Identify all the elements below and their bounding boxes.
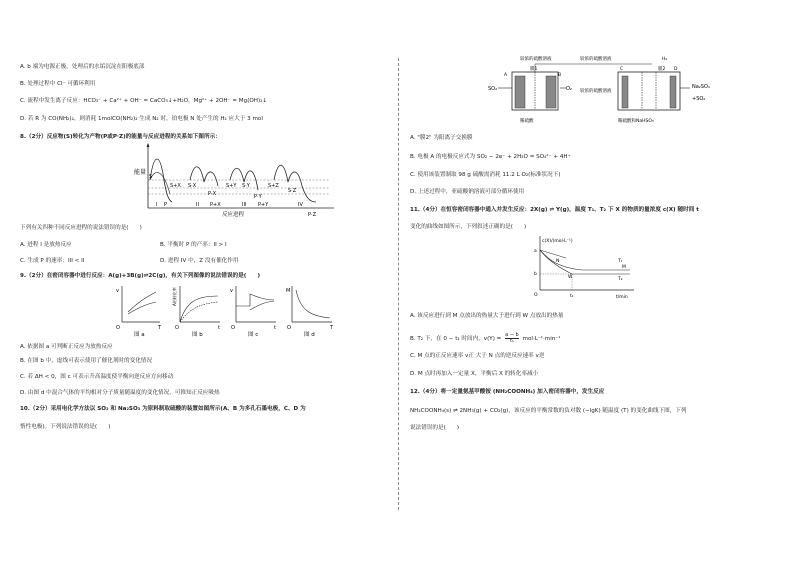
q10-na2so3-out: Na₂SO₃ [692, 84, 710, 90]
q9-fig-b-origin: O [175, 325, 179, 331]
q10-stem-line2: 惰性电极)。下列说法错误的是( ) [20, 424, 111, 430]
q8-stem: 8.（2分）反应物(S)转化为产物(P或P·Z)的能量与反应进程的关系如下图所示： [20, 134, 221, 140]
q10-label-d: D [674, 67, 678, 72]
q10-bottom-left-solution: 稀硫酸 [520, 119, 534, 124]
q9-caption-a: 图 a [134, 332, 145, 338]
q9-fig-a-ylabel: v [116, 288, 119, 294]
q10-label-c: C [620, 67, 624, 72]
q9-fig-d-ylabel: M [286, 288, 291, 294]
q10-label-a: A [504, 73, 508, 78]
q10-top-right-solution: 较浓的硫酸溶液 [580, 57, 612, 62]
q8-label-sy: S·Y [242, 183, 250, 189]
q10-so2-in: SO₂ [488, 86, 498, 92]
q9-option-b: B. 在图 b 中，虚线可表示使用了催化剂时的变化情况 [20, 358, 152, 364]
q8-energy-diagram [130, 142, 340, 218]
q12-stem-line3: 说法错误的是( ) [410, 425, 460, 431]
q9-fig-a [116, 286, 162, 338]
q8-roman-3: III [242, 202, 247, 208]
q9-option-a: A. 依据图 a 可判断正反应为放热反应 [20, 344, 113, 350]
q11-label-n: N [556, 259, 560, 264]
q11-option-b-prefix: B. T₂ 下，在 0 − t₁ 时间内，v(Y) = [410, 336, 502, 342]
q10-h2-out: H₂ [662, 57, 668, 62]
q10-o2-in: O₂ [566, 86, 572, 92]
left-column [0, 0, 396, 562]
q8-roman-2: II [196, 202, 199, 208]
q10-stem-line1: 10.（2分）采用电化学方法以 SO₂ 和 Na₂SO₃ 为原料制取硫酸的装置如图所示(A、B 为多孔石墨电极，C、D 为 [20, 406, 306, 412]
q8-label-s-z: S+Z [268, 183, 279, 189]
q10-apparatus-diagram [484, 52, 724, 128]
q11-label-m: M [622, 265, 626, 270]
q9-option-d: D. 由图 d 中混合气体的平均相对分子质量随温度的变化情况，可推知正反应吸热 [20, 390, 220, 396]
q9-fig-d-origin: O [287, 325, 291, 331]
right-column [402, 0, 794, 562]
q11-option-b [410, 333, 561, 344]
q9-fig-a-origin: O [116, 325, 120, 331]
q9-figures [110, 282, 340, 338]
column-divider [398, 58, 399, 510]
q8-option-c: C. 生成 P 的速率：III < II [20, 258, 85, 264]
q9-fig-d [286, 286, 334, 338]
q11-option-d: D. M 点时再加入一定量 X，平衡后 X 的转化率减小 [410, 371, 539, 377]
q10-label-m1: 膜1 [530, 67, 538, 72]
q11-origin: O [534, 293, 538, 298]
q12-stem-line1: 12.（4分）将一定量氨基甲酸铵 (NH₂COONH₄) 加入密闭容器中，发生反应 [410, 389, 605, 395]
q8-xlabel: 反应进程 [222, 212, 245, 218]
q8-ylabel: 能量 [134, 169, 147, 176]
q10-top-left-solution: 较浓的硫酸溶液 [520, 57, 552, 62]
q9-fig-b [171, 286, 220, 338]
q11-option-a: A. 该反应进行到 M 点放出的热量大于进行到 W 点放出的热量 [410, 313, 564, 319]
q11-option-c: C. M 点的正反应速率 v正 大于 N 点的逆反应速率 v逆 [410, 353, 545, 359]
q9-fig-c-xlabel: t [274, 325, 276, 331]
q11-option-b-fraction [505, 333, 519, 344]
q7-option-a: A. b 端为电源正极，处理后的水垢沉淀在阳极底部 [20, 64, 145, 70]
q11-label-a: a [534, 249, 537, 254]
q11-option-b-denominator: t₁ [509, 338, 514, 344]
q8-label-p-y: P+Y [258, 202, 269, 208]
q8-label-pz: P·Z [308, 212, 317, 218]
q9-fig-c-ylabel: v [230, 288, 233, 294]
q11-stem-line2: 变化的曲线如图所示，下列叙述正确的是( ) [410, 224, 527, 230]
q11-stem-line1: 11.（4分）在恒容密闭容器中通入并发生反应：2X(g) ⇌ Y(g)，温度 T₁、T₂ 下 X 的物质的量浓度 c(X) 随时间 t [410, 207, 699, 213]
q11-concentration-graph [526, 232, 642, 302]
q9-fig-d-xlabel: T [330, 325, 334, 331]
q8-label-px: P·X [208, 191, 217, 197]
q7-option-c: C. 流程中发生离子反应：HCO₃⁻ + Ca²⁺ + OH⁻ = CaCO₃↓+H₂O，Mg²⁺ + 2OH⁻ = Mg(OH)₂↓ [20, 98, 268, 104]
q8-roman-4: IV [298, 202, 303, 208]
q8-option-d: D. 进程 IV 中，Z 没有催化作用 [160, 258, 239, 264]
q10-label-m2: 膜2 [658, 67, 666, 72]
q11-label-w: W [568, 275, 573, 280]
q8-option-b: B. 平衡时 P 的产率：II > I [160, 242, 227, 248]
q10-so2-plus: +SO₂ [692, 96, 706, 102]
q8-label-py: P·Y [254, 194, 262, 200]
q11-xlabel: t/min [616, 295, 628, 300]
q8-label-p: P [164, 202, 168, 208]
q11-label-b: b [534, 272, 537, 277]
q8-label-s-x: S+X [170, 183, 181, 189]
q10-option-d: D. 上述过程中，亚硫酸钠溶液可部分循环使用 [410, 189, 525, 195]
q11-label-T1: T₁ [618, 259, 623, 264]
q11-option-b-numerator: a − b [505, 332, 519, 338]
q9-caption-d: 图 d [304, 332, 315, 338]
q9-option-c: C. 若 ΔH < 0，图 c 可表示升高温度使平衡向逆反应方向移动 [20, 374, 174, 380]
q7-option-b: B. 处理过程中 Cl⁻ 可循环利用 [20, 81, 96, 87]
q10-option-a: A. "膜2" 为阳离子交换膜 [410, 135, 473, 141]
q10-mid-right-solution: 较浓的硫酸溶液 [580, 89, 612, 94]
q10-option-b: B. 电极 A 的电极反应式为 SO₂ − 2e⁻ + 2H₂O = SO₄²⁻ + 4H⁺ [410, 154, 571, 160]
q8-option-a: A. 进程 I 是放热反应 [20, 242, 72, 248]
q8-label-p-x: P+X [210, 202, 221, 208]
q8-label-s-y: S+Y [226, 183, 237, 189]
q9-stem: 9.（2分）在密闭容器中进行反应：A(g)+3B(g)⇌2C(g)，有关下列图像的说法错误的是( ) [20, 273, 261, 279]
q10-label-b: B [558, 73, 562, 78]
q9-caption-c: 图 c [248, 332, 259, 338]
q8-label-sx: S·X [188, 183, 197, 189]
q10-option-c: C. 使用该装置制取 98 g 硫酸需消耗 11.2 L O₂(标准状况下) [410, 172, 561, 178]
q11-label-T2: T₂ [618, 277, 623, 282]
q8-ask: 下列有关四种不同反应进程的说法错误的是( ) [20, 225, 142, 231]
q11-label-t1: t₁ [570, 294, 574, 299]
q9-fig-b-xlabel: t [218, 325, 220, 331]
q8-label-sz: S·Z [288, 188, 297, 194]
q7-option-d: D. 若 R 为 CO(NH₂)₂，则消耗 1molCO(NH₂)₂ 生成 N₂ 时，铂电极 N 处产生的 H₂ 应大于 3 mol [20, 116, 263, 122]
q9-fig-c [230, 286, 276, 338]
q8-label-s: S [149, 174, 153, 180]
q9-fig-b-ylabel: A的转化率 [172, 287, 177, 306]
q11-option-b-unit: mol·L⁻¹·min⁻¹ [522, 336, 561, 342]
q9-fig-c-origin: O [231, 325, 235, 331]
q8-roman-1: I [156, 202, 158, 208]
q10-bottom-right-solution: 稀硫酸和NaHSO₃ [618, 119, 654, 124]
q12-stem-line2: NH₂COONH₄(s) ⇌ 2NH₃(g) + CO₂(g)，该反应的平衡常数的负对数 (−lgK) 随温度 (T) 的变化曲线下图，下列 [410, 408, 687, 414]
q9-fig-a-xlabel: T [158, 325, 162, 331]
q11-ylabel: c(X)/(mol·L⁻¹) [542, 239, 573, 244]
q9-caption-b: 图 b [192, 332, 203, 338]
